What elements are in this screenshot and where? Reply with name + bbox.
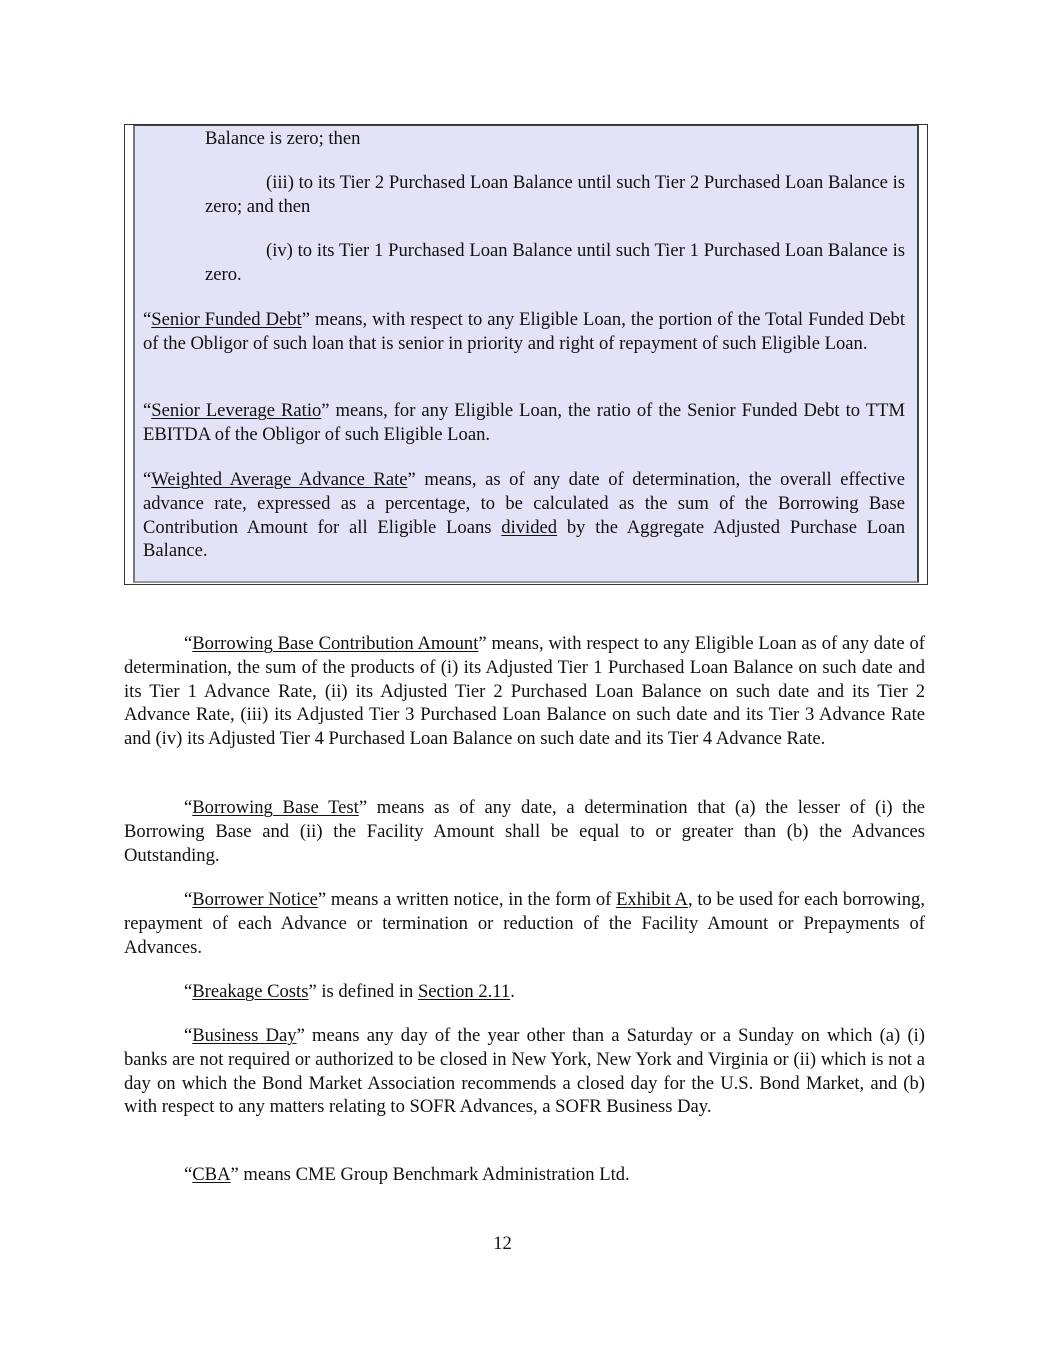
- definition-text-end: , to be used for each borrowing, repayment of each Advance or termination or reduction of the Facility Amount or Prepayments of Advances.: [124, 889, 926, 958]
- close-quote: ”: [407, 469, 416, 490]
- open-quote: “: [184, 797, 193, 818]
- defined-term: Breakage Costs: [192, 981, 309, 1002]
- defined-term: Senior Leverage Ratio: [151, 400, 322, 421]
- open-quote: “: [184, 981, 193, 1002]
- underlined-word-divided: divided: [501, 516, 558, 538]
- box-line-1: Balance is zero; then: [205, 128, 361, 149]
- defined-term: Business Day: [192, 1025, 297, 1046]
- definition-text: means a written notice, in the form of: [326, 889, 617, 910]
- open-quote: “: [184, 633, 193, 654]
- box-item-iv: [205, 239, 905, 287]
- close-quote: ”: [317, 889, 327, 910]
- definition-text: means CME Group Benchmark Administration Ltd.: [238, 1164, 630, 1185]
- open-quote: “: [184, 1164, 193, 1185]
- definition-text: means, with respect to any Eligible Loan as of any date of determination, the sum of the products of (i) its Adjusted Tier 1 Purchased Loan Balance on such date and its Tier 1 Advance Rate, (ii) its Adjusted Tier 2 Purchased Loan Balance on such date and its Tier 2 Advance Rate, (iii) its Adjusted Tier 3 Purchased Loan Balance on such date and its Tier 3 Advance Rate and (iv) its Adjusted Tier 4 Purchased Loan Balance on such date and its Tier 4 Advance Rate.: [124, 633, 925, 750]
- definition-borrowing-base-test: [124, 796, 925, 867]
- definition-text: means, with respect to any Eligible Loan, the portion of the Total Funded Debt of the Obligor of such loan that is senior in priority and right of repayment of such Eligible Loan.: [143, 309, 905, 354]
- open-quote: “: [184, 1025, 193, 1046]
- defined-term: Borrowing Base Contribution Amount: [192, 633, 479, 654]
- defined-term: CBA: [192, 1164, 231, 1185]
- defined-term: Borrowing Base Test: [192, 797, 359, 818]
- definition-text-end: by the Aggregate Adjusted Purchase Loan Balance.: [143, 516, 905, 562]
- open-quote: “: [184, 889, 193, 910]
- box-continuation-line: [205, 127, 905, 151]
- definition-text: is defined in: [316, 981, 418, 1002]
- definition-senior-leverage-ratio: [143, 399, 905, 447]
- item-iii-text: (iii) to its Tier 2 Purchased Loan Balance until such Tier 2 Purchased Loan Balance is zero; and then: [205, 172, 905, 217]
- definition-weighted-average-advance-rate: [143, 468, 905, 563]
- definition-text: means, as of any date of determination, the overall effective advance rate, expressed as a percentage, to be calculated as the sum of the Borrowing Base Contribution Amount for all Eligible Loans: [143, 469, 905, 538]
- definition-text: means, for any Eligible Loan, the ratio of the Senior Funded Debt to TTM EBITDA of the Obligor of such Eligible Loan.: [143, 400, 905, 445]
- exhibit-a-reference[interactable]: Exhibit A: [616, 889, 688, 910]
- defined-term: Weighted Average Advance Rate: [151, 469, 408, 490]
- open-quote: “: [143, 400, 152, 421]
- definition-text-end: .: [510, 981, 515, 1002]
- open-quote: “: [143, 309, 152, 330]
- close-quote: ”: [230, 1164, 239, 1185]
- definition-borrower-notice: [124, 888, 925, 959]
- open-quote: “: [143, 469, 152, 490]
- box-item-iii: [205, 171, 905, 219]
- page-number: 12: [493, 1233, 512, 1254]
- definition-breakage-costs: [124, 980, 925, 1004]
- close-quote: ”: [296, 1025, 305, 1046]
- close-quote: ”: [478, 633, 487, 654]
- close-quote: ”: [308, 981, 317, 1002]
- close-quote: ”: [358, 797, 368, 818]
- definition-business-day: [124, 1024, 925, 1119]
- definition-cba: [124, 1163, 925, 1187]
- section-2-11-reference[interactable]: Section 2.11: [417, 981, 511, 1002]
- close-quote: ”: [301, 309, 310, 330]
- close-quote: ”: [321, 400, 330, 421]
- definition-borrowing-base-contribution-amount: [124, 632, 925, 751]
- defined-term: Borrower Notice: [192, 889, 318, 910]
- definition-text: means any day of the year other than a Saturday or a Sunday on which (a) (i) banks are not required or authorized to be closed in New York, New York and Virginia or (ii) which is not a day on which the Bond Market Association recommends a closed day for the U.S. Bond Market, and (b) with respect to any matters relating to SOFR Advances, a SOFR Business Day.: [124, 1025, 925, 1118]
- definition-senior-funded-debt: [143, 308, 905, 356]
- definition-text: means as of any date, a determination that (a) the lesser of (i) the Borrowing Base and (ii) the Facility Amount shall be equal to or greater than (b) the Advances Outstanding.: [124, 797, 925, 866]
- defined-term: Senior Funded Debt: [151, 309, 302, 330]
- item-iv-text: (iv) to its Tier 1 Purchased Loan Balance until such Tier 1 Purchased Loan Balance is zero.: [205, 240, 905, 285]
